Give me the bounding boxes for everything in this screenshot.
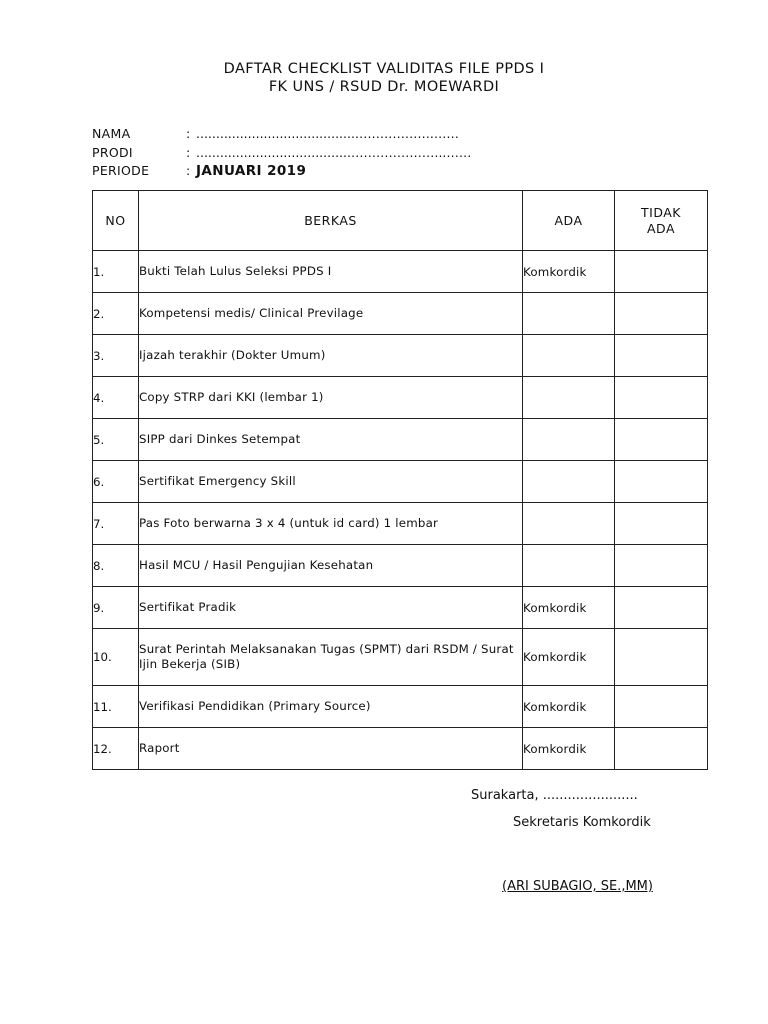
header-ada: ADA [523, 191, 615, 251]
cell-tidak-ada [615, 545, 708, 587]
cell-ada [523, 335, 615, 377]
signer-name: (ARI SUBAGIO, SE.,MM) [502, 879, 653, 894]
cell-tidak-ada [615, 251, 708, 293]
table-row [93, 728, 708, 770]
cell-berkas: Kompetensi medis/ Clinical Previlage [139, 293, 523, 335]
field-value-nama: ........................................……………….…… [196, 126, 459, 141]
cell-ada [523, 377, 615, 419]
cell-no: 6. [93, 461, 139, 503]
table-row [93, 587, 708, 629]
table-row [93, 686, 708, 728]
cell-ada: Komkordik [523, 587, 615, 629]
header-tidak-ada-line1: TIDAK [641, 204, 681, 220]
cell-no: 3. [93, 335, 139, 377]
table-row [93, 335, 708, 377]
table-row [93, 419, 708, 461]
cell-ada: Komkordik [523, 686, 615, 728]
cell-tidak-ada [615, 377, 708, 419]
cell-no: 8. [93, 545, 139, 587]
cell-tidak-ada [615, 503, 708, 545]
cell-tidak-ada [615, 293, 708, 335]
cell-tidak-ada [615, 335, 708, 377]
cell-no: 10. [93, 629, 139, 686]
field-value-prodi: .......................................…………………..…… [196, 145, 472, 160]
cell-ada [523, 503, 615, 545]
cell-berkas: Ijazah terakhir (Dokter Umum) [139, 335, 523, 377]
cell-tidak-ada [615, 728, 708, 770]
table-row [93, 461, 708, 503]
cell-ada: Komkordik [523, 629, 615, 686]
document-title: DAFTAR CHECKLIST VALIDITAS FILE PPDS I [223, 61, 545, 77]
cell-berkas: Sertifikat Emergency Skill [139, 461, 523, 503]
cell-berkas: Sertifikat Pradik [139, 587, 523, 629]
table-row [93, 629, 708, 686]
cell-berkas: Hasil MCU / Hasil Pengujian Kesehatan [139, 545, 523, 587]
cell-no: 12. [93, 728, 139, 770]
cell-berkas: SIPP dari Dinkes Setempat [139, 419, 523, 461]
cell-tidak-ada [615, 629, 708, 686]
cell-no: 2. [93, 293, 139, 335]
signer-role: Sekretaris Komkordik [513, 815, 651, 830]
field-label-periode: PERIODE [92, 163, 150, 178]
cell-berkas: Copy STRP dari KKI (lembar 1) [139, 377, 523, 419]
cell-ada [523, 545, 615, 587]
cell-ada: Komkordik [523, 728, 615, 770]
header-berkas: BERKAS [139, 191, 523, 251]
cell-tidak-ada [615, 587, 708, 629]
cell-ada [523, 461, 615, 503]
cell-no: 1. [93, 251, 139, 293]
header-tidak-ada [615, 191, 708, 251]
cell-ada [523, 293, 615, 335]
cell-berkas: Bukti Telah Lulus Seleksi PPDS I [139, 251, 523, 293]
cell-berkas: Surat Perintah Melaksanakan Tugas (SPMT) dari RSDM / Surat Ijin Bekerja (SIB) [139, 629, 523, 686]
field-colon: : [186, 163, 191, 178]
cell-no: 5. [93, 419, 139, 461]
cell-berkas: Verifikasi Pendidikan (Primary Source) [139, 686, 523, 728]
cell-no: 9. [93, 587, 139, 629]
cell-no: 4. [93, 377, 139, 419]
field-label-prodi: PRODI [92, 145, 133, 160]
cell-berkas: Raport [139, 728, 523, 770]
header-tidak-ada-line2: ADA [646, 220, 675, 236]
place-date: Surakarta, ....................... [471, 788, 638, 803]
cell-tidak-ada [615, 461, 708, 503]
table-row [93, 293, 708, 335]
table-row [93, 545, 708, 587]
cell-ada [523, 419, 615, 461]
cell-tidak-ada [615, 686, 708, 728]
table-row [93, 503, 708, 545]
table-row [93, 251, 708, 293]
cell-ada: Komkordik [523, 251, 615, 293]
cell-no: 11. [93, 686, 139, 728]
checklist-table [92, 190, 708, 770]
field-label-nama: NAMA [92, 126, 131, 141]
table-header-row [93, 191, 708, 251]
document-subtitle: FK UNS / RSUD Dr. MOEWARDI [268, 79, 500, 95]
header-no: NO [93, 191, 139, 251]
field-value-periode: JANUARI 2019 [196, 163, 307, 179]
field-colon: : [186, 145, 191, 160]
cell-berkas: Pas Foto berwarna 3 x 4 (untuk id card) 1 lembar [139, 503, 523, 545]
cell-tidak-ada [615, 419, 708, 461]
field-colon: : [186, 126, 191, 141]
cell-no: 7. [93, 503, 139, 545]
table-row [93, 377, 708, 419]
